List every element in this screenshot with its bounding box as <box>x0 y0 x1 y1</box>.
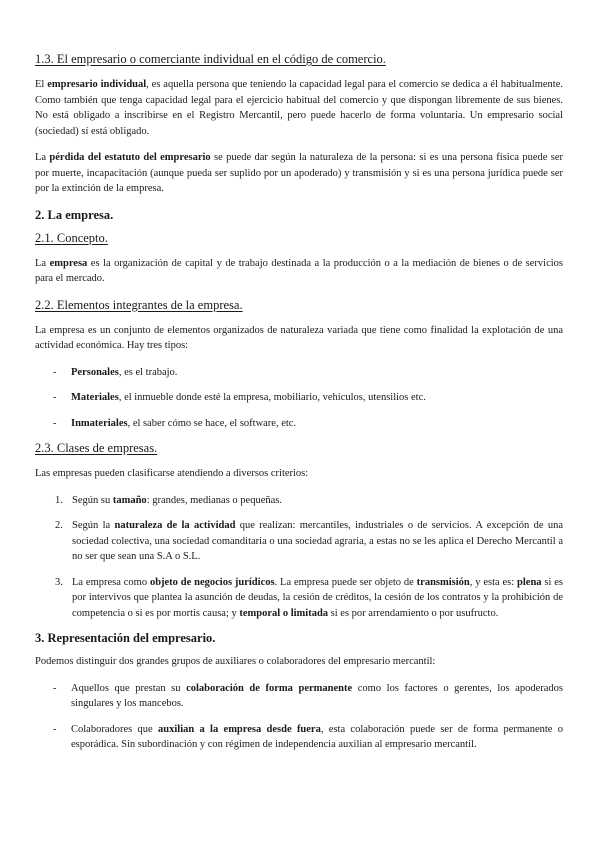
text: , el inmueble donde esté la empresa, mobiliario, vehículos, utensilios etc. <box>118 392 426 403</box>
text: : grandes, medianas o pequeñas. <box>146 494 282 506</box>
text: Según la <box>72 520 115 531</box>
list-item <box>35 493 563 509</box>
bold-term: pérdida del estatuto del empresario <box>49 152 211 163</box>
paragraph-empresario-individual <box>35 77 563 139</box>
section-heading-2-1: 2.1. Concepto. <box>35 230 108 245</box>
text: La <box>35 152 50 163</box>
list-number: 3. <box>55 576 63 588</box>
text: , y esta es: <box>469 576 518 588</box>
section-heading-3: 3. Representación del empresario. <box>35 631 216 645</box>
dash-bullet: - <box>53 366 57 378</box>
bold-term: naturaleza de la actividad <box>114 520 236 531</box>
bold-term: empresa <box>49 257 88 269</box>
text: se puede dar según la naturaleza de la persona: si es una persona física puede ser por muerte, incapacitación (aunque pueda ser suplido por un apoderado) y transmisión y si es una persona jurídica puede ser por la extinción de la empresa. <box>35 152 563 194</box>
section-heading-2-2: 2.2. Elementos integrantes de la empresa. <box>35 297 243 312</box>
list-item <box>35 365 563 381</box>
bold-term: temporal o limitada <box>239 607 329 619</box>
bold-term: tamaño <box>112 494 147 506</box>
paragraph-perdida-estatuto <box>35 150 563 197</box>
section-heading-2: 2. La empresa. <box>35 207 114 222</box>
section-heading-2-3: 2.3. Clases de empresas. <box>35 441 158 455</box>
bold-term: Personales <box>71 366 119 378</box>
list-item <box>35 416 563 432</box>
dash-bullet: - <box>53 723 57 735</box>
text: , es aquella persona que teniendo la capacidad legal para el comercio se dedica a él habitualmente. Como también que tenga capacidad legal para el ejercicio habitual del comercio y que dispongan libremente de sus bienes. No está obligado a inscribirse en el Registro Mercantil, pero puede hacerlo de forma voluntaria. Un empresario social (sociedad) sí está obligado. <box>35 79 563 137</box>
text: que realizan: mercantiles, industriales o de servicios. A excepción de una sociedad colectiva, una sociedad comanditaria o una sociedad agraria, a estas no se les aplica el Derecho Mercantil a no ser que sean una S.A o S.L. <box>72 520 563 562</box>
text: Aquellos que prestan su <box>71 682 187 694</box>
text: , el saber cómo se hace, el software, etc. <box>127 417 297 429</box>
paragraph-concepto <box>35 256 563 287</box>
text: , esta colaboración puede ser de forma permanente o esporádica. Sin subordinación y con régimen de independencia auxilian al empresario mercantil. <box>71 723 563 750</box>
list-number: 1. <box>55 494 63 506</box>
text: Según su <box>72 494 113 506</box>
bold-term: plena <box>517 576 542 588</box>
text: si es por arrendamiento o por usufructo. <box>328 607 499 619</box>
list-item <box>35 722 563 753</box>
dash-bullet: - <box>53 417 57 429</box>
text: es la organización de capital y de trabajo destinada a la producción o a la mediación de bienes o de servicios para el mercado. <box>35 257 563 284</box>
text: La <box>35 257 50 269</box>
section-heading-1-3: 1.3. El empresario o comerciante individual en el código de comercio. <box>35 52 386 66</box>
dash-bullet: - <box>53 682 57 694</box>
bold-term: objeto de negocios jurídicos <box>149 576 275 588</box>
text: , es el trabajo. <box>118 366 178 378</box>
dash-bullet: - <box>53 392 57 403</box>
document-page <box>35 52 563 763</box>
bold-term: Inmateriales <box>71 417 128 429</box>
text: El <box>35 79 48 90</box>
list-item <box>35 390 563 406</box>
text: Colaboradores que <box>71 723 159 735</box>
list-number: 2. <box>55 520 63 531</box>
list-item <box>35 681 563 712</box>
bold-term: colaboración de forma permanente <box>186 682 353 694</box>
text: La empresa como <box>72 576 150 588</box>
bold-term: empresario individual <box>47 79 147 90</box>
bold-term: Materiales <box>71 392 119 403</box>
paragraph-elementos-intro: La empresa es un conjunto de elementos organizados de naturaleza variada que tiene como finalidad la explotación de una actividad económica. Hay tres tipos: <box>35 324 563 351</box>
bold-term: transmisión <box>416 576 470 588</box>
paragraph-representacion-intro: Podemos distinguir dos grandes grupos de auxiliares o colaboradores del empresario mercantil: <box>35 656 436 667</box>
text: como los factores o gerentes, los apoderados singulares y los mancebos. <box>71 682 564 709</box>
colaboradores-list <box>35 681 563 753</box>
text: si es por intervivos que plantea la asunción de deudas, la cesión de créditos, la cesión de los contratos y la prohibición de competencia o si es por mortis causa; y <box>72 576 563 619</box>
paragraph-clases-intro: Las empresas pueden clasificarse atendiendo a diversos criterios: <box>35 468 309 479</box>
elementos-list <box>35 365 563 432</box>
list-item <box>35 575 563 622</box>
clases-list <box>35 493 563 622</box>
text: . La empresa puede ser objeto de <box>274 576 417 588</box>
bold-term: auxilian a la empresa desde fuera <box>158 723 321 735</box>
list-item <box>35 518 563 565</box>
